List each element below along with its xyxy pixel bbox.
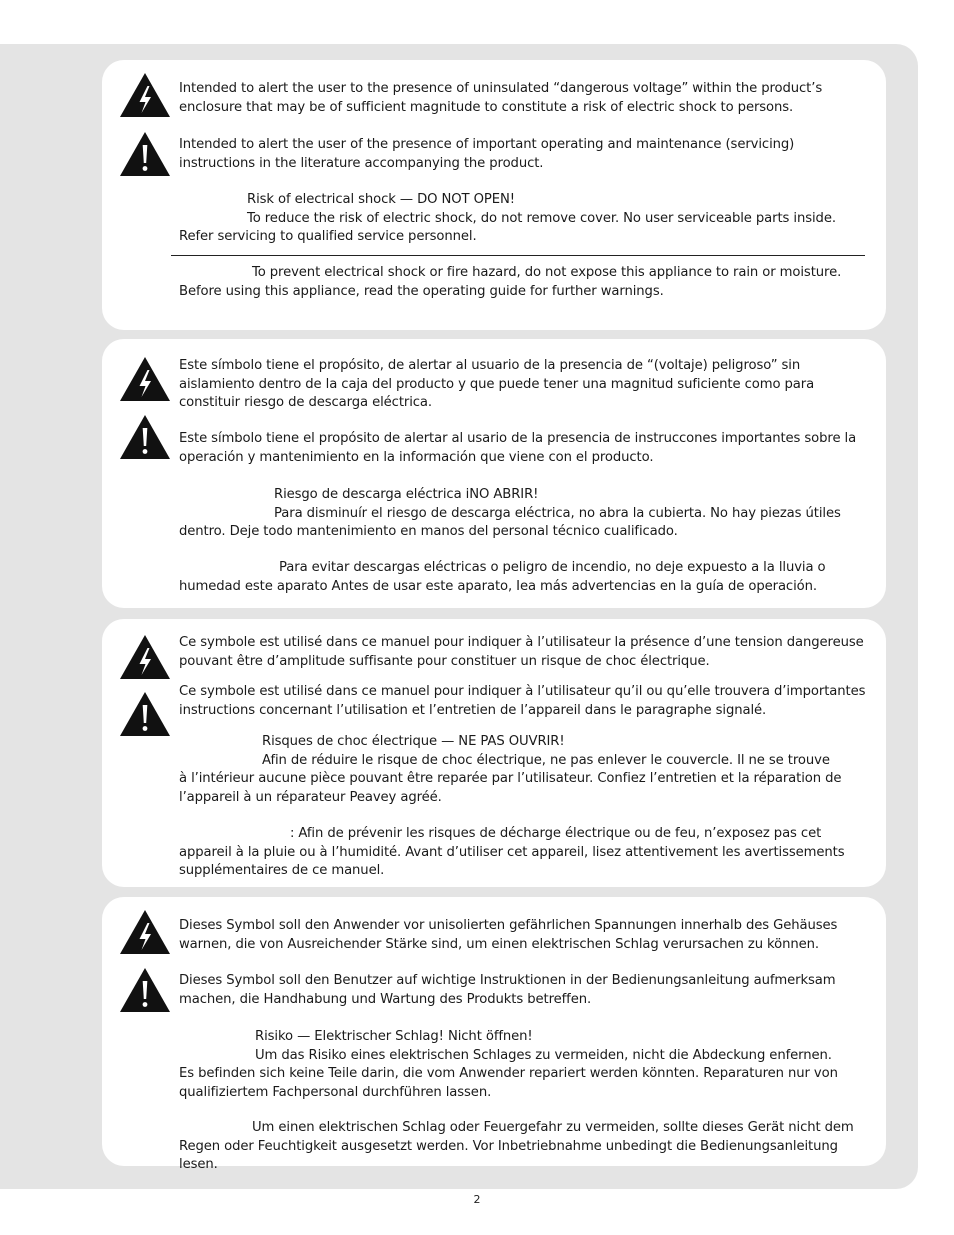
caution-line: qualifiziertem Fachpersonal durchführen lassen. bbox=[179, 1084, 492, 1100]
lightning-warning-icon bbox=[119, 356, 171, 402]
english-safety-panel bbox=[102, 60, 886, 330]
dangerous-voltage-text: Ce symbole est utilisé dans ce manuel pour indiquer à l’utilisateur la présence d’une tension dangereuse pouvant être d’amplitude suffisante pour constituer un risque de choc électrique. bbox=[179, 635, 864, 669]
lightning-warning-icon bbox=[119, 634, 171, 680]
important-instructions-text: Dieses Symbol soll den Benutzer auf wichtige Instruktionen in der Bedienungsanleitung aufmerksam machen, die Handhabung und Wartung des Produkts betreffen. bbox=[179, 973, 836, 1007]
warning-line: appareil à la pluie ou à l’humidité. Avant d’utiliser cet appareil, lisez attentivement les avertissements bbox=[179, 844, 845, 860]
exclamation-warning-icon bbox=[119, 691, 171, 737]
warning-line: Before using this appliance, read the operating guide for further warnings. bbox=[179, 283, 664, 299]
caution-heading: Risk of electrical shock — DO NOT OPEN! bbox=[247, 192, 515, 207]
caution-line: l’appareil à un réparateur Peavey agréé. bbox=[179, 789, 442, 805]
exclamation-warning-icon bbox=[119, 967, 171, 1013]
caution-line: à l’intérieur aucune pièce pouvant être reparée par l’utilisateur. Confiez l’entretien et la réparation de bbox=[179, 771, 842, 786]
section-divider bbox=[171, 255, 865, 256]
caution-line: Es befinden sich keine Teile darin, die vom Anwender repariert werden könnten. Reparaturen nur von bbox=[179, 1066, 838, 1081]
german-safety-panel bbox=[102, 897, 886, 1172]
caution-block bbox=[179, 486, 872, 542]
exclamation-warning-icon bbox=[119, 131, 171, 177]
important-instructions-text: Ce symbole est utilisé dans ce manuel pour indiquer à l’utilisateur qu’il ou qu’elle trouvera d’importantes instructions concernant l’utilisation et l’entretien de l’appareil dans le paragraphe signalé. bbox=[179, 684, 866, 718]
lightning-warning-icon bbox=[119, 72, 171, 118]
caution-heading: Risques de choc électrique — NE PAS OUVRIR! bbox=[262, 734, 565, 749]
spanish-safety-panel bbox=[102, 339, 886, 608]
dangerous-voltage-text: Este símbolo tiene el propósito, de alertar al usuario de la presencia de “(voltaje) peligroso” sin aislamiento dentro de la caja del producto y que puede tener una magnitud suficiente como para constituir riesgo de descarga eléctrica. bbox=[179, 358, 815, 410]
warning-line: : Afin de prévenir les risques de décharge électrique ou de feu, n’exposez pas cet bbox=[290, 826, 822, 841]
caution-block bbox=[179, 1028, 872, 1102]
warning-line: Regen oder Feuchtigkeit ausgesetzt werden. Vor Inbetriebnahme unbedingt die Bedienungsanleitung lesen. bbox=[179, 1138, 838, 1172]
warning-block bbox=[179, 559, 872, 596]
warning-line: To prevent electrical shock or fire hazard, do not expose this appliance to rain or moisture. bbox=[252, 265, 842, 280]
important-instructions-text: Este símbolo tiene el propósito de alertar al usario de la presencia de instruccones importantes sobre la operación y mantenimiento en la información que viene con el producto. bbox=[179, 431, 857, 465]
caution-heading: Riesgo de descarga eléctrica iNO ABRIR! bbox=[274, 487, 539, 502]
french-safety-panel bbox=[102, 619, 886, 887]
page-number: 2 bbox=[473, 1193, 481, 1206]
warning-line: Um einen elektrischen Schlag oder Feuergefahr zu vermeiden, sollte dieses Gerät nicht dem bbox=[252, 1120, 854, 1135]
exclamation-warning-icon bbox=[119, 414, 171, 460]
warning-block bbox=[179, 1119, 872, 1175]
caution-line: Refer servicing to qualified service personnel. bbox=[179, 229, 477, 244]
caution-block bbox=[179, 191, 872, 247]
warning-line: supplémentaires de ce manuel. bbox=[179, 863, 385, 878]
important-instructions-text: Intended to alert the user of the presence of important operating and maintenance (servicing) instructions in the literature accompanying the product. bbox=[179, 137, 795, 171]
caution-block bbox=[179, 733, 872, 807]
warning-block bbox=[179, 825, 872, 881]
warning-line: humedad este aparato Antes de usar este aparato, Iea más advertencias en la guía de operación. bbox=[179, 578, 817, 594]
caution-line: To reduce the risk of electric shock, do not remove cover. No user serviceable parts inside. bbox=[247, 210, 836, 226]
lightning-warning-icon bbox=[119, 909, 171, 955]
caution-line: dentro. Deje todo mantenimiento en manos del personal técnico cualificado. bbox=[179, 524, 678, 539]
caution-line: Um das Risiko eines elektrischen Schlages zu vermeiden, nicht die Abdeckung enfernen. bbox=[255, 1047, 832, 1063]
caution-line: Afin de réduire le risque de choc électrique, ne pas enlever le couvercle. Il ne se trouve bbox=[262, 752, 830, 768]
warning-line: Para evitar descargas eléctricas o peligro de incendio, no deje expuesto a la lluvia o bbox=[279, 560, 826, 575]
caution-heading: Risiko — Elektrischer Schlag! Nicht öffnen! bbox=[255, 1029, 533, 1044]
warning-block bbox=[179, 264, 872, 301]
dangerous-voltage-text: Intended to alert the user to the presence of uninsulated “dangerous voltage” within the product’s enclosure that may be of sufficient magnitude to constitute a risk of electric shock to persons. bbox=[179, 81, 823, 115]
caution-line: Para disminuír el riesgo de descarga eléctrica, no abra la cubierta. No hay piezas útiles bbox=[274, 505, 841, 521]
dangerous-voltage-text: Dieses Symbol soll den Anwender vor unisolierten gefährlichen Spannungen innerhalb des Gehäuses warnen, die von Ausreichender Stärke sind, um einen elektrischen Schlag verursachen zu können. bbox=[179, 918, 838, 952]
